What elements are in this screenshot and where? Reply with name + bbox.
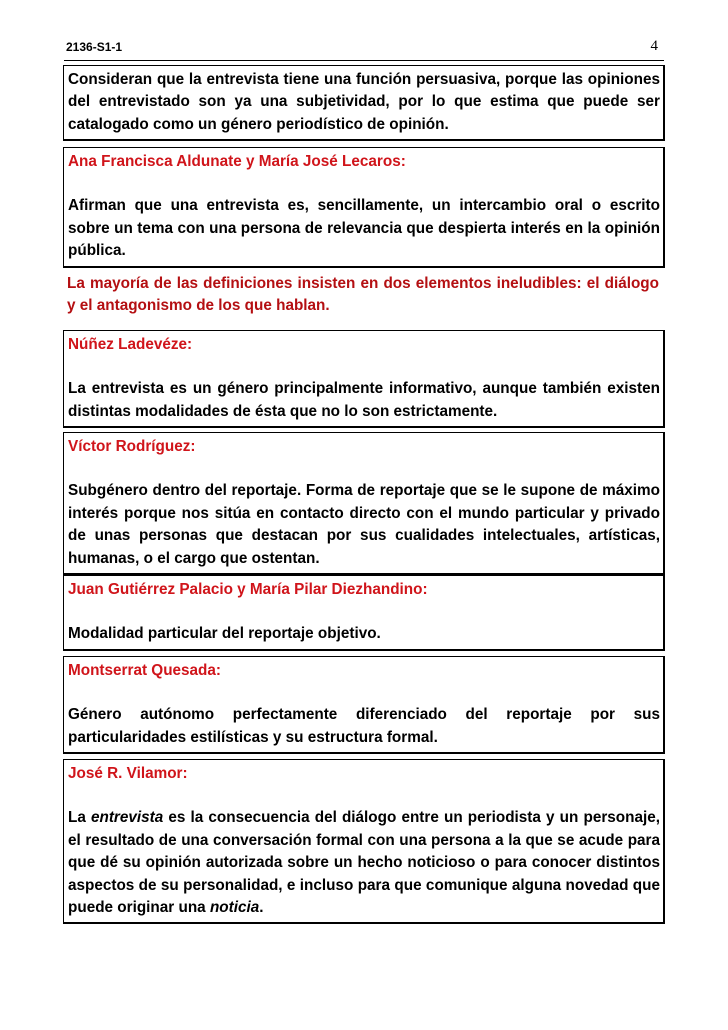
author-name: Juan Gutiérrez Palacio y María Pilar Diezhandino: — [68, 581, 428, 598]
definition-text: Subgénero dentro del reportaje. Forma de reportaje que se le supone de máximo interés porque nos sitúa en contacto directo con el mundo particular y privado de unas personas que destacan por sus cualidades intelectuales, artísticas, humanas, o el cargo que ostentan. — [68, 482, 660, 567]
intro-box — [63, 65, 665, 141]
spacer — [68, 458, 660, 480]
spacer — [68, 682, 660, 704]
text-segment: La — [68, 809, 91, 827]
author-name: Ana Francisca Aldunate y María José Lecaros: — [68, 153, 406, 170]
emphasis-entrevista: entrevista — [90, 809, 164, 827]
spacer — [68, 356, 660, 378]
definition-text: Género autónomo perfectamente diferenciado del reportaje por sus particularidades estilísticas y su estructura formal. — [68, 706, 660, 746]
text-segment: . — [259, 899, 264, 917]
nunez-box — [63, 330, 665, 428]
summary-text: La mayoría de las definiciones insisten en dos elementos ineludibles: el diálogo y el antagonismo de los que hablan. — [67, 275, 659, 315]
definition-text — [68, 807, 660, 919]
vilamor-box — [63, 759, 665, 924]
author-name: Víctor Rodríguez: — [68, 438, 196, 455]
definition-text: La entrevista es un género principalmente informativo, aunque también existen distintas modalidades de ésta que no lo son estrictamente. — [68, 380, 660, 420]
author-name: Montserrat Quesada: — [68, 662, 222, 679]
spacer — [68, 785, 660, 807]
gutierrez-box — [63, 575, 665, 651]
intro-text: Consideran que la entrevista tiene una función persuasiva, porque las opiniones del entrevistado son ya una subjetividad, por lo que estima que puede ser catalogado como un género periodístico de opinión. — [68, 71, 660, 133]
aldunate-box — [63, 147, 665, 268]
rodriguez-box — [63, 432, 665, 575]
page-number: 4 — [650, 38, 658, 54]
emphasis-noticia: noticia — [209, 899, 260, 917]
author-name: Núñez Ladevéze: — [68, 336, 193, 353]
text-segment: es la consecuencia del diálogo entre un periodista y un personaje, el resultado de una conversación formal con una persona a la que se acude para que dé su opinión autorizada sobre un hecho noticioso o para conocer distintos aspectos de su personalidad, e incluso para que comunique alguna novedad que puede originar una — [68, 809, 660, 917]
definition-text: Modalidad particular del reportaje objetivo. — [68, 625, 381, 643]
spacer — [68, 601, 660, 623]
quesada-box — [63, 656, 665, 754]
spacer — [68, 173, 660, 195]
document-code: 2136-S1-1 — [66, 40, 123, 54]
author-name: José R. Vilamor: — [68, 765, 188, 782]
header-rule — [64, 60, 664, 61]
definition-text: Afirman que una entrevista es, sencillamente, un intercambio oral o escrito sobre un tema con una persona de relevancia que despierta interés en la opinión pública. — [68, 197, 660, 260]
